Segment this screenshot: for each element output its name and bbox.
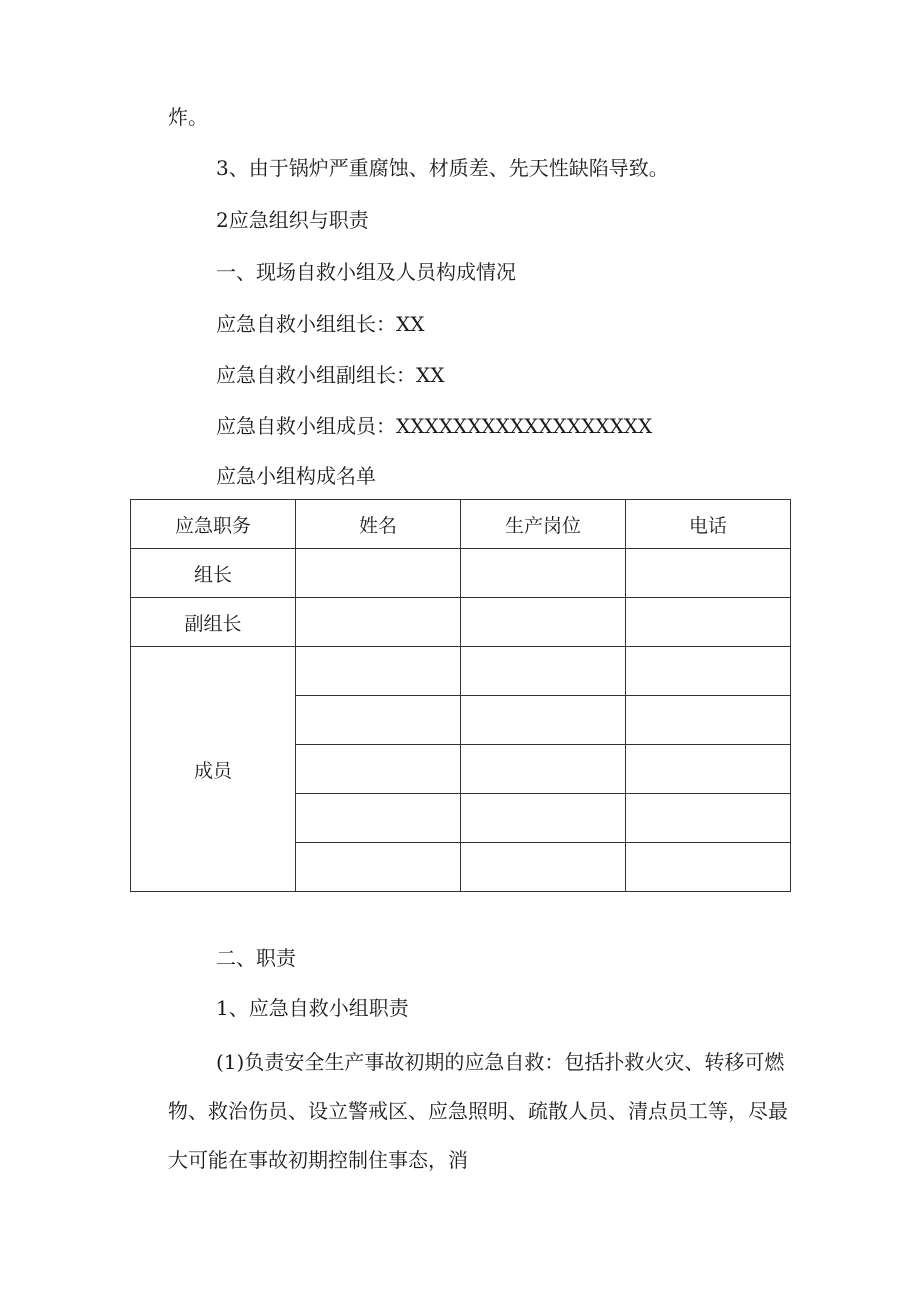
table-cell <box>461 745 626 794</box>
table-row <box>131 598 791 647</box>
duties-paragraph: (1)负责安全生产事故初期的应急自救：包括扑救火灾、转移可燃物、救治伤员、设立警戒区、应急照明、疏散人员、清点员工等，尽最大可能在事故初期控制住事态，消 <box>168 1050 788 1172</box>
role-deputy: 副组长 <box>131 598 296 647</box>
table-row <box>131 549 791 598</box>
table-cell <box>626 794 791 843</box>
role-leader: 组长 <box>131 549 296 598</box>
cause-item-3: 3、由于锅炉严重腐蚀、材质差、先天性缺陷导致。 <box>216 156 669 180</box>
leader-line: 应急自救小组组长：XX <box>216 312 425 336</box>
duties-heading: 二、职责 <box>216 946 296 970</box>
table-cell <box>626 843 791 892</box>
text-line: 炸。 <box>168 105 208 129</box>
table-cell <box>461 549 626 598</box>
table-cell <box>461 696 626 745</box>
table-cell <box>626 598 791 647</box>
table-header-row <box>131 500 791 549</box>
table-cell <box>296 549 461 598</box>
table-caption: 应急小组构成名单 <box>216 464 376 488</box>
table-cell <box>296 794 461 843</box>
team-roster-table <box>130 499 791 892</box>
table-cell <box>296 745 461 794</box>
table-cell <box>626 696 791 745</box>
table-cell <box>461 794 626 843</box>
table-cell <box>626 745 791 794</box>
section-heading: 2应急组织与职责 <box>216 208 369 232</box>
table-cell <box>626 647 791 696</box>
members-line: 应急自救小组成员：XXXXXXXXXXXXXXXXXX <box>216 414 653 438</box>
header-role: 应急职务 <box>131 500 296 549</box>
table-cell <box>296 598 461 647</box>
header-position: 生产岗位 <box>461 500 626 549</box>
table-row <box>131 647 791 696</box>
role-members: 成员 <box>131 647 296 892</box>
header-phone: 电话 <box>626 500 791 549</box>
duties-subheading: 1、应急自救小组职责 <box>216 996 409 1020</box>
subsection-heading: 一、现场自救小组及人员构成情况 <box>216 260 516 284</box>
table-cell <box>461 843 626 892</box>
header-name: 姓名 <box>296 500 461 549</box>
table-cell <box>296 647 461 696</box>
table-cell <box>461 647 626 696</box>
table-cell <box>461 598 626 647</box>
deputy-leader-line: 应急自救小组副组长：XX <box>216 363 445 387</box>
table-cell <box>626 549 791 598</box>
table-cell <box>296 843 461 892</box>
table-cell <box>296 696 461 745</box>
